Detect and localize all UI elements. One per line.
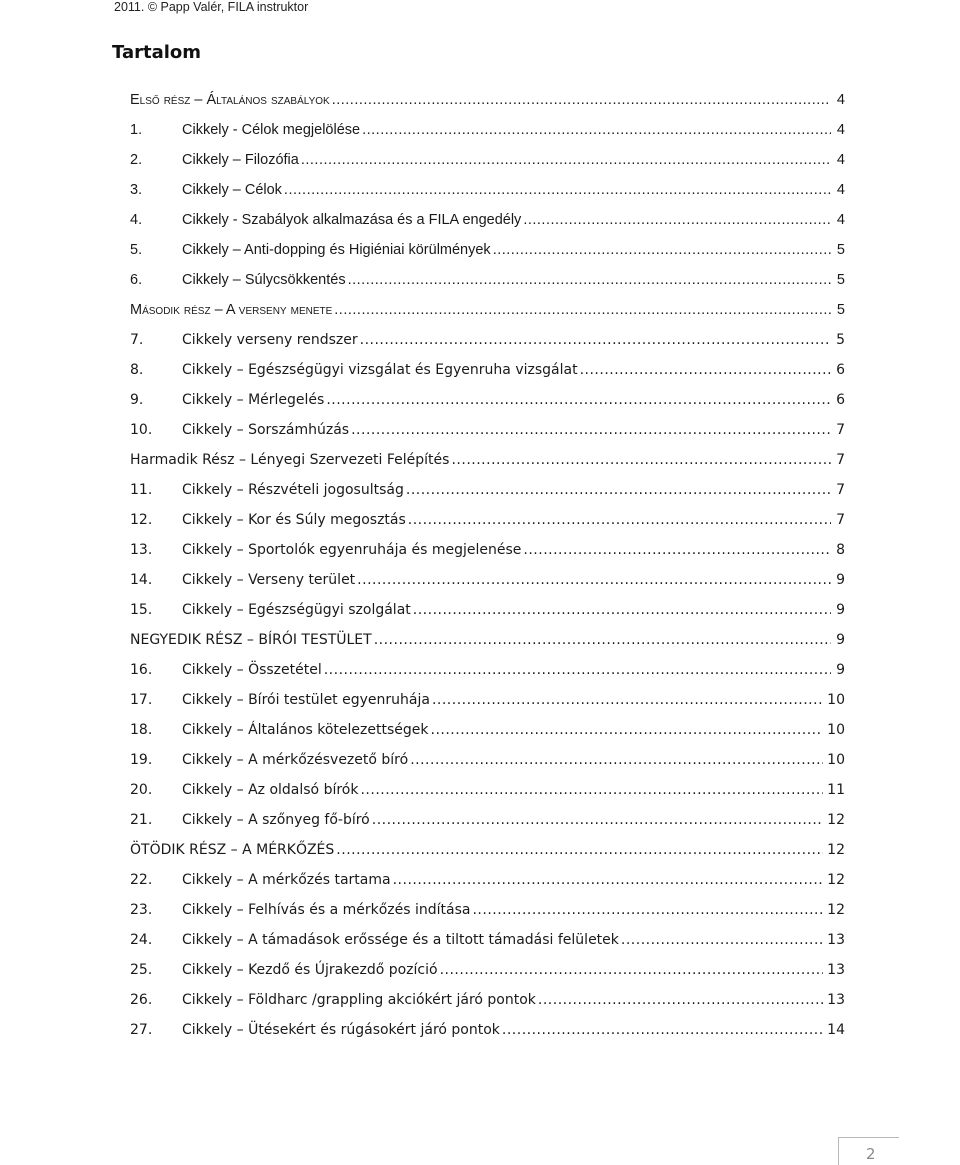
- dot-leader: [324, 662, 831, 678]
- toc-entry[interactable]: [130, 898, 845, 918]
- dot-leader: [440, 962, 824, 978]
- dot-leader: [406, 482, 831, 498]
- toc-entry-title: Cikkely – Egészségügyi vizsgálat és Egyenruha vizsgálat: [182, 362, 578, 378]
- toc-entry-page: 7: [836, 452, 845, 468]
- toc-entry[interactable]: [130, 238, 845, 258]
- toc-entry-title: Cikkely verseny rendszer: [182, 332, 358, 348]
- toc-section-entry[interactable]: [130, 448, 845, 468]
- toc-entry-title: Cikkely – Verseny terület: [182, 572, 356, 588]
- toc-entry-number: 14.: [130, 572, 153, 588]
- dot-leader: [332, 92, 831, 108]
- toc-entry-page: 9: [836, 602, 845, 618]
- toc-entry-number: 24.: [130, 932, 153, 948]
- toc-entry-title: Cikkely – Bírói testület egyenruhája: [182, 692, 430, 708]
- toc-entry-page: 13: [827, 992, 845, 1008]
- toc-entry[interactable]: [130, 148, 845, 168]
- toc-entry[interactable]: [130, 418, 845, 438]
- toc-entry-title: Cikkely – Célok: [182, 182, 282, 198]
- toc-entry-number: 11.: [130, 482, 153, 498]
- toc-entry[interactable]: [130, 748, 845, 768]
- toc-entry-page: 5: [836, 302, 845, 318]
- toc-entry[interactable]: [130, 688, 845, 708]
- toc-entry-title: Cikkely – A mérkőzésvezető bíró: [182, 752, 409, 768]
- toc-entry-title: Második rész – A verseny menete: [130, 302, 333, 318]
- dot-leader: [362, 122, 831, 138]
- toc-entry[interactable]: [130, 568, 845, 588]
- toc-entry[interactable]: [130, 988, 845, 1008]
- toc-entry[interactable]: [130, 808, 845, 828]
- toc-entry-title: Cikkely – Az oldalsó bírók: [182, 782, 359, 798]
- toc-entry-page: 10: [827, 692, 845, 708]
- toc-entry[interactable]: [130, 538, 845, 558]
- toc-section-entry[interactable]: [130, 838, 845, 858]
- toc-entry-page: 6: [836, 362, 845, 378]
- toc-entry-page: 7: [836, 422, 845, 438]
- dot-leader: [472, 902, 823, 918]
- dot-leader: [502, 1022, 823, 1038]
- toc-entry-number: 12.: [130, 512, 153, 528]
- dot-leader: [432, 692, 823, 708]
- toc-entry[interactable]: [130, 868, 845, 888]
- dot-leader: [360, 782, 823, 798]
- toc-entry-page: 4: [836, 122, 845, 138]
- toc-entry-title: Cikkely – Földharc /grappling akciókért járó pontok: [182, 992, 536, 1008]
- toc-entry-page: 10: [827, 752, 845, 768]
- toc-entry[interactable]: [130, 268, 845, 288]
- toc-section-entry[interactable]: [130, 88, 845, 108]
- toc-entry[interactable]: [130, 598, 845, 618]
- toc-entry-page: 13: [827, 962, 845, 978]
- toc-entry-number: 26.: [130, 992, 153, 1008]
- toc-entry[interactable]: [130, 478, 845, 498]
- page-header: 2011. © Papp Valér, FILA instruktor: [114, 0, 309, 14]
- dot-leader: [374, 632, 831, 648]
- toc-entry[interactable]: [130, 328, 845, 348]
- toc-entry-title: Cikkely – Összetétel: [182, 662, 322, 678]
- toc-entry-title: Első rész – Általános szabályok: [130, 92, 330, 108]
- toc-entry-number: 4.: [130, 212, 143, 228]
- toc-entry-number: 21.: [130, 812, 153, 828]
- dot-leader: [372, 812, 823, 828]
- toc-entry-page: 12: [827, 872, 845, 888]
- toc-entry-title: Harmadik Rész – Lényegi Szervezeti Felépítés: [130, 452, 450, 468]
- toc-entry-number: 22.: [130, 872, 153, 888]
- toc-entry[interactable]: [130, 178, 845, 198]
- toc-entry-title: Cikkely – Kor és Súly megosztás: [182, 512, 406, 528]
- toc-entry[interactable]: [130, 928, 845, 948]
- toc-entry-title: Cikkely – A támadások erőssége és a tiltott támadási felületek: [182, 932, 619, 948]
- dot-leader: [351, 422, 831, 438]
- toc-entry-title: Cikkely – Általános kötelezettségek: [182, 722, 429, 738]
- toc-entry-title: Cikkely – Felhívás és a mérkőzés indítása: [182, 902, 471, 918]
- toc-entry-page: 7: [836, 512, 845, 528]
- toc-entry[interactable]: [130, 718, 845, 738]
- dot-leader: [393, 872, 824, 888]
- toc-entry-title: Cikkely – Anti-dopping és Higiéniai körülmények: [182, 242, 491, 258]
- toc-entry-page: 4: [836, 212, 845, 228]
- dot-leader: [451, 452, 831, 468]
- toc-entry-title: Cikkely – Részvételi jogosultság: [182, 482, 404, 498]
- toc-entry-number: 20.: [130, 782, 153, 798]
- toc-entry[interactable]: [130, 658, 845, 678]
- toc-entry-title: Cikkely – Súlycsökkentés: [182, 272, 346, 288]
- toc-entry-page: 14: [827, 1022, 845, 1038]
- toc-entry-number: 16.: [130, 662, 153, 678]
- toc-entry-number: 10.: [130, 422, 153, 438]
- toc-entry-number: 6.: [130, 272, 143, 288]
- dot-leader: [360, 332, 831, 348]
- toc-entry[interactable]: [130, 358, 845, 378]
- toc-entry-number: 15.: [130, 602, 153, 618]
- toc-entry-number: 1.: [130, 122, 143, 138]
- toc-entry[interactable]: [130, 208, 845, 228]
- toc-entry-title: Cikkely – Sorszámhúzás: [182, 422, 350, 438]
- toc-entry-page: 8: [836, 542, 845, 558]
- toc-entry-number: 7.: [130, 332, 144, 348]
- toc-entry-title: ÖTÖDIK RÉSZ – A MÉRKŐZÉS: [130, 842, 335, 858]
- dot-leader: [348, 272, 831, 288]
- dot-leader: [621, 932, 823, 948]
- toc-entry[interactable]: [130, 958, 845, 978]
- toc-entry-page: 12: [827, 842, 845, 858]
- dot-leader: [431, 722, 824, 738]
- toc-entry-title: Cikkely – Sportolók egyenruhája és megjelenése: [182, 542, 522, 558]
- toc-entry-page: 4: [836, 182, 845, 198]
- toc-entry-page: 5: [836, 272, 845, 288]
- dot-leader: [357, 572, 831, 588]
- toc-entry-page: 4: [836, 152, 845, 168]
- toc-entry-page: 11: [827, 782, 845, 798]
- toc-entry-number: 25.: [130, 962, 153, 978]
- toc-entry-title: Cikkely - Célok megjelölése: [182, 122, 361, 138]
- toc-entry-page: 9: [836, 572, 845, 588]
- toc-entry[interactable]: [130, 118, 845, 138]
- toc-entry-title: Cikkely - Szabályok alkalmazása és a FILA engedély: [182, 212, 522, 228]
- page-title: Tartalom: [112, 42, 202, 63]
- toc-entry-title: Cikkely – Filozófia: [182, 152, 299, 168]
- dot-leader: [580, 362, 831, 378]
- toc-entry-page: 9: [836, 632, 845, 648]
- toc-entry-number: 27.: [130, 1022, 153, 1038]
- toc-entry-number: 19.: [130, 752, 153, 768]
- page-number: 2: [866, 1145, 876, 1163]
- dot-leader: [284, 182, 831, 198]
- toc-entry-page: 5: [836, 242, 845, 258]
- toc-entry-title: Cikkely – Ütésekért és rúgásokért járó pontok: [182, 1022, 500, 1038]
- toc-entry[interactable]: [130, 388, 845, 408]
- toc-entry-number: 5.: [130, 242, 143, 258]
- toc-entry-number: 13.: [130, 542, 153, 558]
- toc-entry-page: 13: [827, 932, 845, 948]
- dot-leader: [334, 302, 831, 318]
- toc-entry-title: NEGYEDIK RÉSZ – BÍRÓI TESTÜLET: [130, 632, 372, 648]
- toc-entry[interactable]: [130, 1018, 845, 1038]
- toc-entry[interactable]: [130, 778, 845, 798]
- dot-leader: [523, 542, 831, 558]
- toc-entry-number: 17.: [130, 692, 153, 708]
- dot-leader: [493, 242, 831, 258]
- toc-entry-page: 5: [836, 332, 845, 348]
- toc-entry-number: 8.: [130, 362, 144, 378]
- dot-leader: [301, 152, 831, 168]
- dot-leader: [413, 602, 831, 618]
- toc-entry-page: 12: [827, 812, 845, 828]
- toc-entry-number: 2.: [130, 152, 143, 168]
- toc-entry-page: 10: [827, 722, 845, 738]
- toc-entry-number: 18.: [130, 722, 153, 738]
- dot-leader: [326, 392, 831, 408]
- toc-entry-title: Cikkely – Kezdő és Újrakezdő pozíció: [182, 962, 438, 978]
- toc-entry-title: Cikkely – A szőnyeg fő-bíró: [182, 812, 370, 828]
- dot-leader: [538, 992, 823, 1008]
- toc-entry-title: Cikkely – A mérkőzés tartama: [182, 872, 391, 888]
- dot-leader: [336, 842, 823, 858]
- toc-entry-page: 12: [827, 902, 845, 918]
- dot-leader: [410, 752, 823, 768]
- toc-entry-title: Cikkely – Mérlegelés: [182, 392, 325, 408]
- dot-leader: [523, 212, 831, 228]
- toc-entry-number: 23.: [130, 902, 153, 918]
- toc-entry-number: 9.: [130, 392, 144, 408]
- toc-entry-page: 6: [836, 392, 845, 408]
- toc-section-entry[interactable]: [130, 628, 845, 648]
- toc-entry-number: 3.: [130, 182, 143, 198]
- toc-entry-page: 9: [836, 662, 845, 678]
- dot-leader: [408, 512, 831, 528]
- toc-section-entry[interactable]: [130, 298, 845, 318]
- toc-entry-page: 7: [836, 482, 845, 498]
- toc-entry-page: 4: [836, 92, 845, 108]
- toc-entry-title: Cikkely – Egészségügyi szolgálat: [182, 602, 411, 618]
- toc-entry[interactable]: [130, 508, 845, 528]
